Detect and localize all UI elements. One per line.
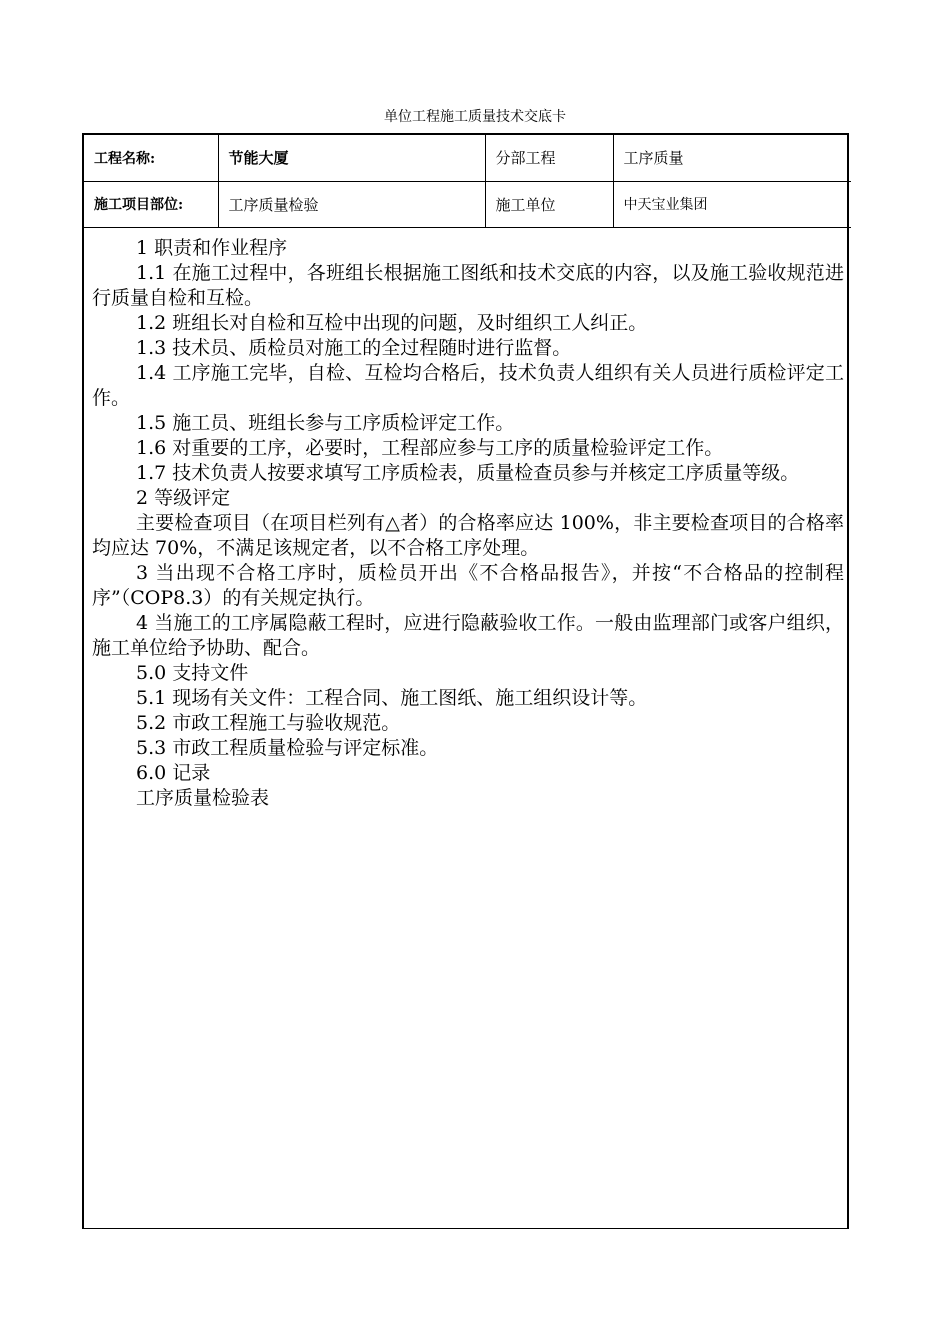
paragraph: 4 当施工的工序属隐蔽工程时，应进行隐蔽验收工作。一般由监理部门或客户组织，施工单位给予协助、配合。 — [92, 612, 844, 659]
paragraph: 1 职责和作业程序 — [136, 237, 288, 259]
paragraph: 1.5 施工员、班组长参与工序质检评定工作。 — [136, 412, 515, 434]
document-title: 单位工程施工质量技术交底卡 — [384, 109, 566, 125]
paragraph: 1.1 在施工过程中，各班组长根据施工图纸和技术交底的内容，以及施工验收规范进行质量自检和互检。 — [92, 262, 844, 309]
paragraph: 工序质量检验表 — [136, 787, 270, 809]
paragraph: 5.0 支持文件 — [136, 662, 249, 684]
construction-unit-value: 中天宝业集团 — [613, 181, 851, 227]
sub-project-label: 分部工程 — [485, 135, 613, 181]
disclosure-card — [82, 133, 849, 1229]
project-name-value: 节能大厦 — [218, 135, 485, 181]
paragraph: 1.3 技术员、质检员对施工的全过程随时进行监督。 — [136, 337, 572, 359]
paragraph: 6.0 记录 — [136, 762, 211, 784]
header-row-project — [84, 135, 851, 181]
construction-unit-label: 施工单位 — [485, 181, 613, 227]
paragraph: 1.6 对重要的工序，必要时，工程部应参与工序的质量检验评定工作。 — [136, 437, 724, 459]
disclosure-body — [92, 236, 844, 811]
header-row-part — [84, 181, 851, 227]
paragraph: 5.1 现场有关文件：工程合同、施工图纸、施工组织设计等。 — [136, 687, 648, 709]
paragraph: 2 等级评定 — [136, 487, 231, 509]
sub-project-value: 工序质量 — [613, 135, 851, 181]
paragraph: 3 当出现不合格工序时，质检员开出《不合格品报告》，并按“不合格品的控制程序”（COP8.3）的有关规定执行。 — [92, 562, 844, 609]
paragraph: 1.4 工序施工完毕，自检、互检均合格后，技术负责人组织有关人员进行质检评定工作。 — [92, 362, 844, 409]
paragraph: 主要检查项目（在项目栏列有△者）的合格率应达 100%，非主要检查项目的合格率均应达 70%，不满足该规定者，以不合格工序处理。 — [92, 512, 844, 559]
paragraph: 5.2 市政工程施工与验收规范。 — [136, 712, 401, 734]
paragraph: 5.3 市政工程质量检验与评定标准。 — [136, 737, 439, 759]
paragraph: 1.2 班组长对自检和互检中出现的问题，及时组织工人纠正。 — [136, 312, 648, 334]
construction-part-value: 工序质量检验 — [218, 181, 485, 227]
construction-part-label: 施工项目部位: — [84, 181, 218, 227]
paragraph: 1.7 技术负责人按要求填写工序质检表，质量检查员参与并核定工序质量等级。 — [136, 462, 800, 484]
header-table — [84, 135, 851, 228]
project-name-label: 工程名称: — [84, 135, 218, 181]
